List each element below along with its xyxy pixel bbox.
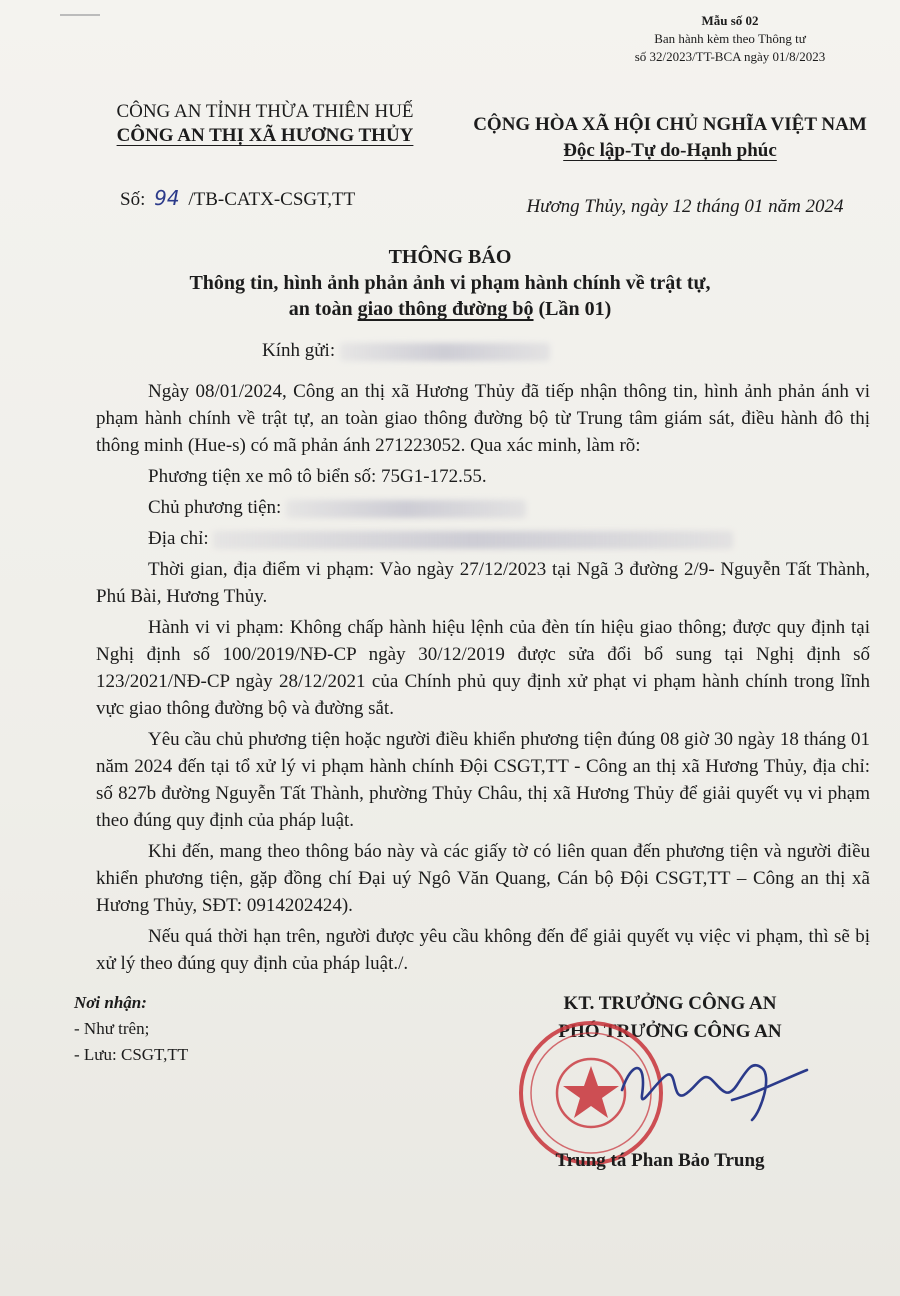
body-time-place: Thời gian, địa điểm vi phạm: Vào ngày 27/12/2023 tại Ngã 3 đường 2/9- Nguyễn Tất Thành, Phú Bài, Hương Thủy.: [96, 559, 870, 607]
ref-suffix: /TB-CATX-CSGT,TT: [188, 189, 356, 210]
receiver-item-2: - Lưu: CSGT,TT: [74, 1045, 189, 1064]
subtitle-part-c: (Lần 01): [533, 298, 612, 320]
subtitle-part-b: giao thông đường bộ: [357, 298, 534, 320]
agency-parent: CÔNG AN TỈNH THỪA THIÊN HUẾ: [116, 101, 414, 122]
signer-name: Trung tá Phan Bảo Trung: [555, 1150, 765, 1171]
ref-handwritten-number: 94: [154, 186, 180, 210]
notice-title-block: [0, 244, 900, 322]
receiver-item-1: - Như trên;: [74, 1019, 150, 1038]
body-address: [96, 525, 870, 552]
body-vehicle: Phương tiện xe mô tô biển số: 75G1-172.55.: [148, 466, 487, 487]
notice-title: THÔNG BÁO: [388, 246, 512, 268]
date-line: Hương Thủy, ngày 12 tháng 01 năm 2024: [526, 196, 844, 217]
body-request: Yêu cầu chủ phương tiện hoặc người điều khiển phương tiện đúng 08 giờ 30 ngày 18 tháng 01 năm 2024 đến tại tổ xử lý vi phạm hành chính Đội CSGT,TT - Công an thị xã Hương Thủy, địa chỉ: số 827b đường Nguyễn Tất Thành, phường Thủy Châu, thị xã Hương Thủy để giải quyết vụ vi phạm theo đúng quy định của pháp luật.: [96, 729, 870, 831]
address-label: Địa chỉ:: [148, 528, 209, 549]
page-edge-mark: [60, 0, 100, 16]
receivers-block: [74, 990, 188, 1068]
notice-subtitle-2: [0, 296, 900, 322]
body-bring: Khi đến, mang theo thông báo này và các giấy tờ có liên quan đến phương tiện và người điều khiển phương tiện, gặp đồng chí Đại uý Ngô Văn Quang, Cán bộ Đội CSGT,TT – Công an thị xã Hương Thủy, SĐT: 0914202424).: [96, 841, 870, 916]
form-issued-line2: số 32/2023/TT-BCA ngày 01/8/2023: [634, 49, 826, 64]
recipient-label: Kính gửi:: [262, 340, 336, 361]
notice-subtitle-1: Thông tin, hình ảnh phản ảnh vi phạm hành chính về trật tự,: [189, 272, 711, 294]
agency-header: [70, 100, 460, 148]
form-issued-line1: Ban hành kèm theo Thông tư: [654, 31, 806, 46]
reference-number: [120, 186, 355, 211]
owner-redacted: [286, 500, 526, 518]
receivers-label: Nơi nhận:: [74, 993, 147, 1012]
body-warning: Nếu quá thời hạn trên, người được yêu cầu không đến để giải quyết vụ việc vi phạm, thì sẽ bị xử lý theo đúng quy định của pháp luật./.: [96, 926, 870, 974]
notice-body: [96, 378, 870, 981]
signature-line-1: KT. TRƯỞNG CÔNG AN: [563, 993, 777, 1014]
subtitle-part-a: an toàn: [288, 298, 358, 320]
form-number-block: [630, 12, 830, 66]
national-motto: Độc lập-Tự do-Hạnh phúc: [563, 140, 777, 161]
recipient-redacted: [340, 343, 550, 361]
national-title: CỘNG HÒA XÃ HỘI CHỦ NGHĨA VIỆT NAM: [473, 114, 867, 135]
address-redacted: [213, 531, 733, 549]
agency-name: CÔNG AN THỊ XÃ HƯƠNG THỦY: [116, 125, 414, 146]
body-violation: Hành vi vi phạm: Không chấp hành hiệu lệnh của đèn tín hiệu giao thông; được quy định tại Nghị định số 100/2019/NĐ-CP ngày 30/12/2019 được sửa đổi bổ sung tại Nghị định số 123/2021/NĐ-CP ngày 28/12/2021 của Chính phủ quy định xử phạt vi phạm hành chính trong lĩnh vực giao thông đường bộ và đường sắt.: [96, 617, 870, 719]
body-owner: [96, 494, 870, 521]
recipient-line: [262, 340, 550, 362]
national-header: [470, 112, 870, 164]
handwritten-signature-icon: [612, 1040, 812, 1130]
signature-line-2: PHÓ TRƯỞNG CÔNG AN: [558, 1021, 782, 1042]
form-number: Mẫu số 02: [701, 13, 759, 28]
owner-label: Chủ phương tiện:: [148, 497, 282, 518]
ref-prefix: Số:: [120, 189, 146, 210]
body-paragraph-intro: Ngày 08/01/2024, Công an thị xã Hương Thủy đã tiếp nhận thông tin, hình ảnh phản ánh vi phạm hành chính về trật tự, an toàn giao thông đường bộ từ Trung tâm giám sát, điều hành đô thị thông minh (Hue-s) có mã phản ánh 271223052. Qua xác minh, làm rõ:: [96, 381, 870, 456]
